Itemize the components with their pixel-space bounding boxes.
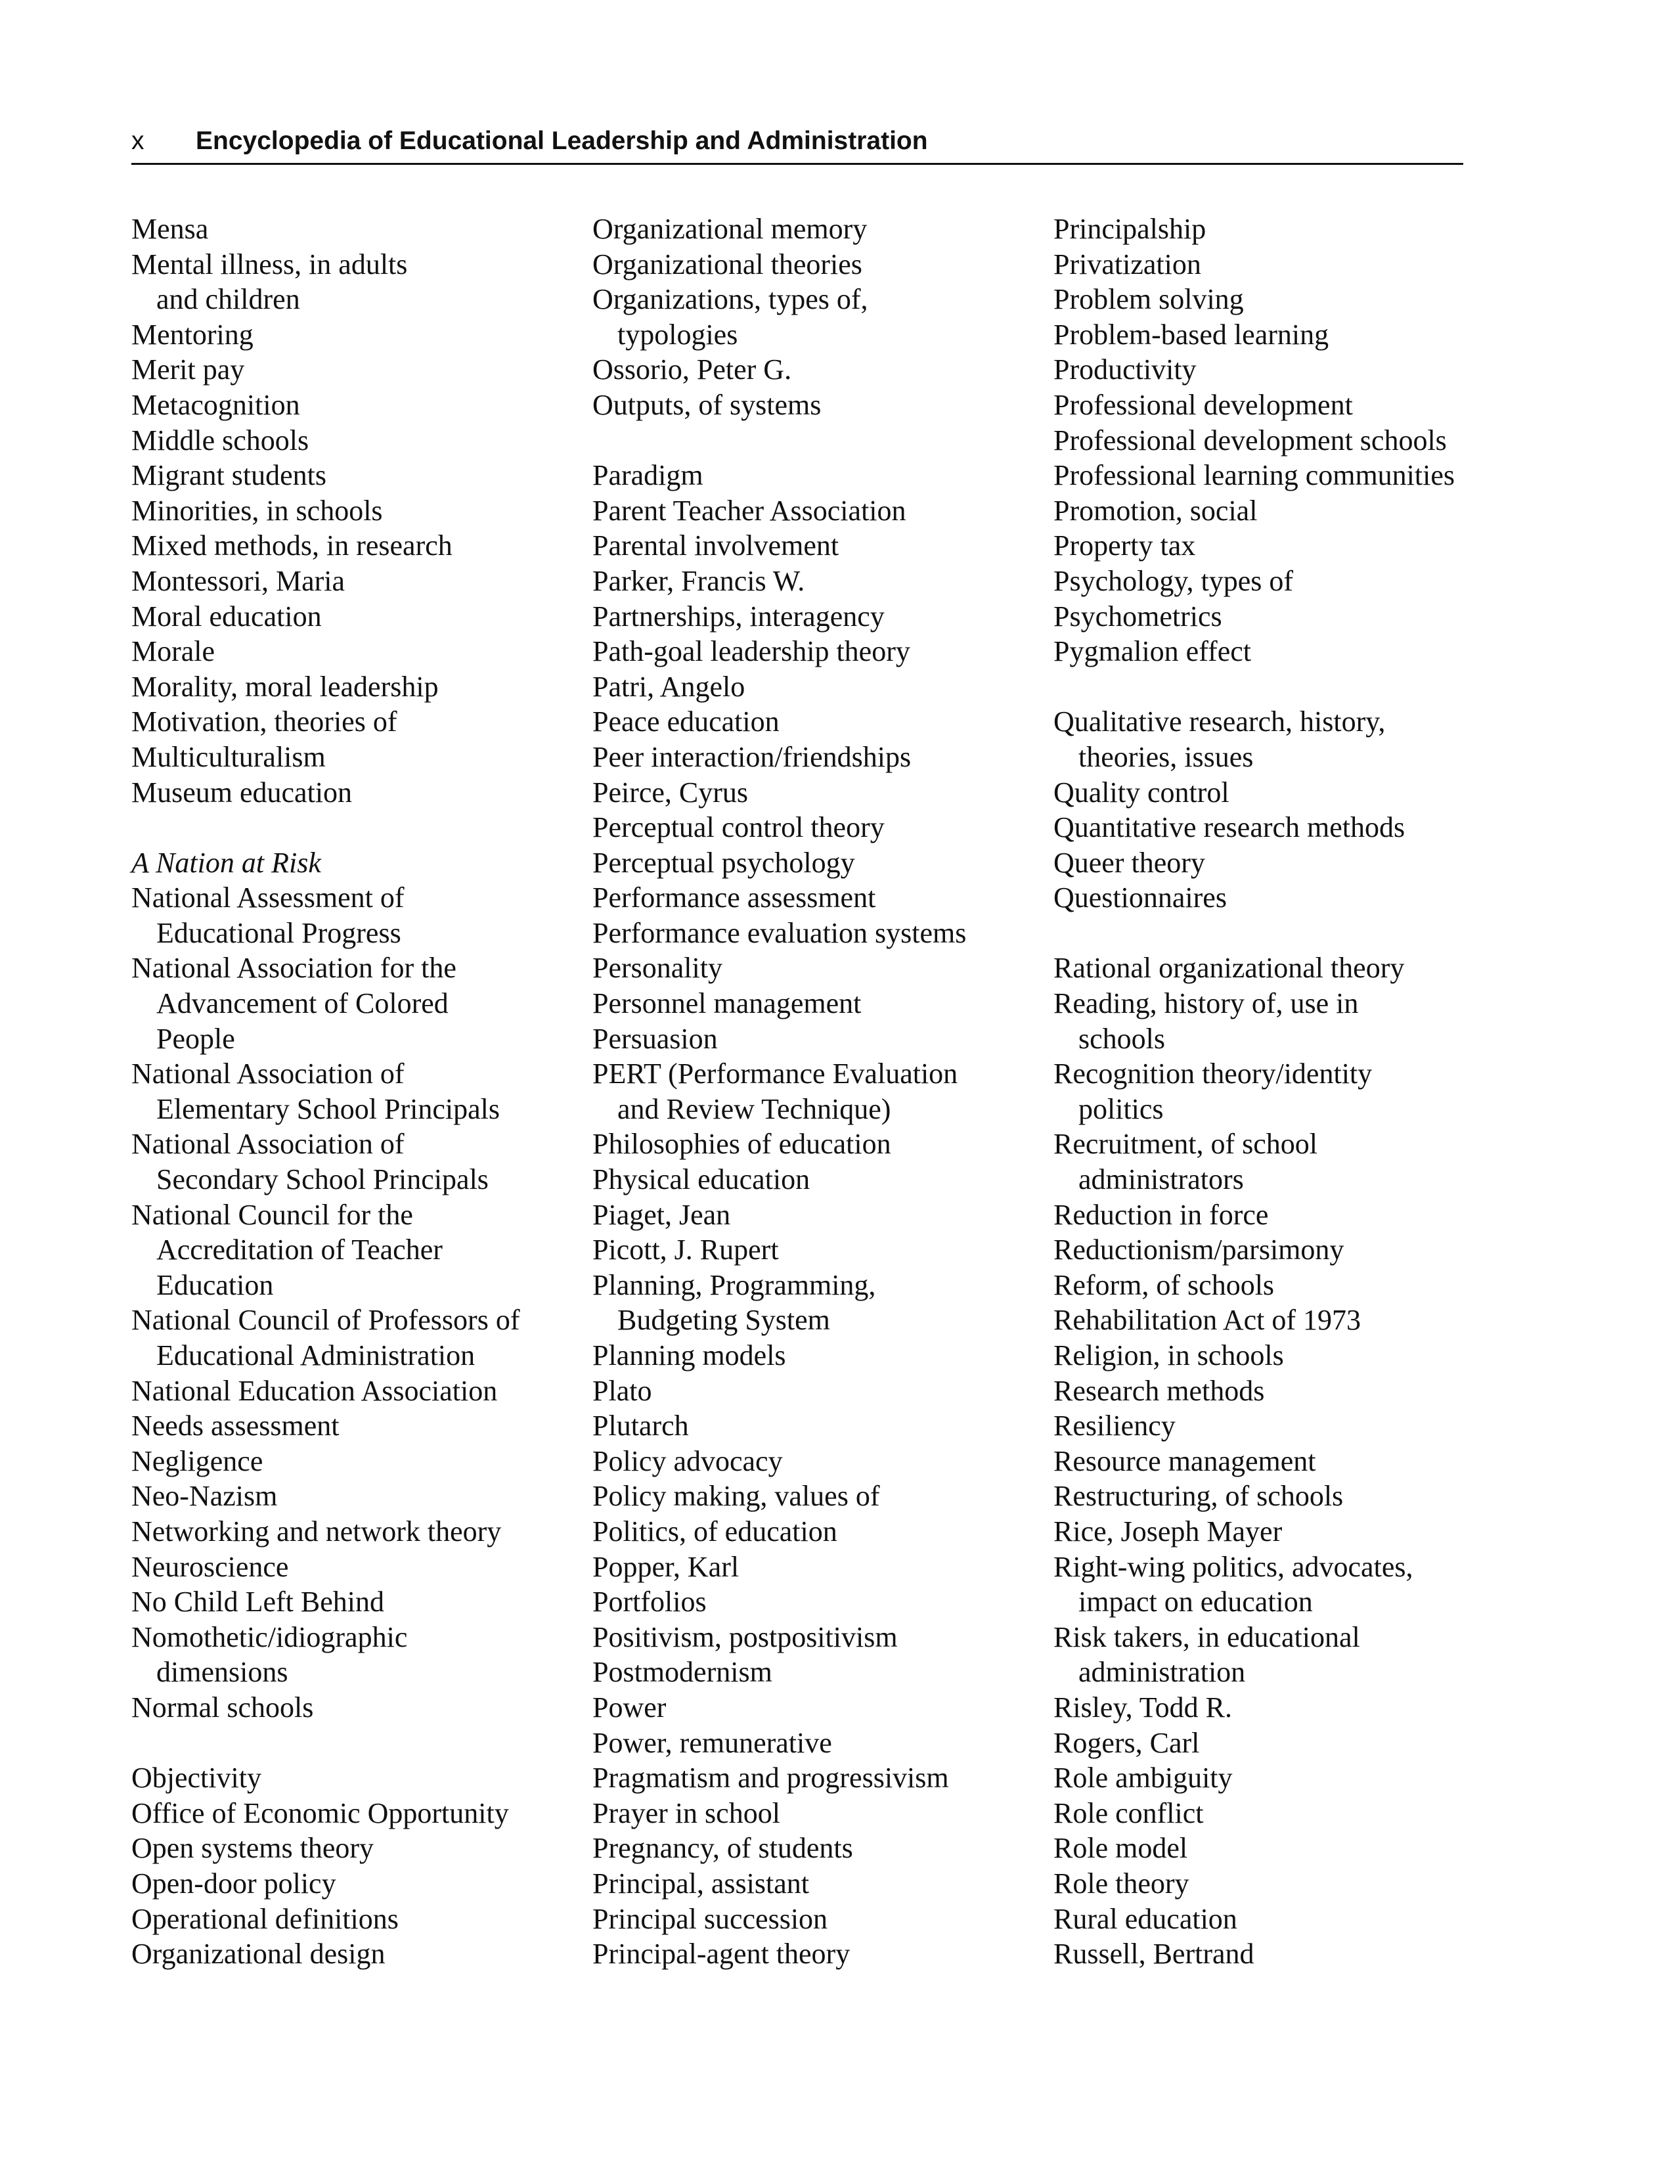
contents-entry: Organizations, types of, typologies (592, 283, 868, 351)
contents-entry: Open systems theory (131, 1832, 374, 1865)
contents-entry: Reduction in force (1053, 1198, 1269, 1231)
contents-entry: Ossorio, Peter G. (592, 353, 792, 386)
contents-entry: Networking and network theory (131, 1515, 502, 1548)
contents-entry: Prayer in school (592, 1796, 780, 1829)
contents-entry: Office of Economic Opportunity (131, 1796, 509, 1829)
contents-entry: Productivity (1053, 353, 1197, 386)
contents-entry: Popper, Karl (592, 1550, 740, 1583)
contents-entry: Right-wing politics, advocates, impact on education (1053, 1550, 1413, 1618)
contents-entry: Pragmatism and progressivism (592, 1762, 949, 1794)
contents-entry: Policy making, values of (592, 1480, 880, 1513)
contents-entry: Promotion, social (1053, 494, 1258, 527)
contents-entry: Role conflict (1053, 1796, 1204, 1829)
contents-entry: Power, remunerative (592, 1726, 832, 1759)
contents-entry: Rural education (1053, 1902, 1237, 1935)
contents-entry: Reductionism/parsimony (1053, 1234, 1344, 1266)
contents-entry: Minorities, in schools (131, 494, 383, 527)
contents-entry: Patri, Angelo (592, 670, 745, 703)
contents-entry: Rational organizational theory (1053, 952, 1405, 985)
contents-entry: PERT (Performance Evaluation and Review Technique) (592, 1058, 958, 1125)
contents-entry: A Nation at Risk (131, 846, 321, 879)
page-header (131, 125, 1463, 165)
contents-entry: Resource management (1053, 1444, 1316, 1477)
contents-entry: Role model (1053, 1832, 1188, 1865)
contents-entry: National Association for the Advancement of Colored People (131, 952, 456, 1055)
contents-entry: Plutarch (592, 1410, 689, 1442)
contents-entry: Outputs, of systems (592, 388, 822, 421)
contents-entry: Needs assessment (131, 1410, 340, 1442)
contents-entry: Middle schools (131, 424, 309, 457)
contents-entry: Professional development schools (1053, 424, 1447, 457)
contents-entry: Organizational theories (592, 248, 862, 280)
contents-entry: Risk takers, in educational administration (1053, 1620, 1360, 1689)
contents-entry: Postmodernism (592, 1656, 772, 1689)
contents-entry: Migrant students (131, 459, 326, 492)
contents-entry: Quantitative research methods (1053, 811, 1405, 844)
contents-entry: Paradigm (592, 459, 703, 492)
contents-entry: Motivation, theories of (131, 705, 397, 738)
contents-entry: Rice, Joseph Mayer (1053, 1515, 1283, 1548)
contents-entry: Pygmalion effect (1053, 635, 1251, 668)
contents-entry: Metacognition (131, 388, 300, 421)
contents-entry: Morale (131, 635, 215, 668)
contents-entry: Montessori, Maria (131, 564, 345, 597)
contents-entry: Recruitment, of school administrators (1053, 1128, 1318, 1196)
contents-entry: Operational definitions (131, 1902, 399, 1935)
contents-entry: National Association of Secondary School Principals (131, 1128, 489, 1196)
contents-entry: Risley, Todd R. (1053, 1691, 1232, 1724)
contents-entry: Perceptual psychology (592, 846, 855, 879)
contents-entry: Principal succession (592, 1902, 828, 1935)
contents-entry: Mental illness, in adults and children (131, 248, 408, 316)
contents-entry: Persuasion (592, 1022, 718, 1055)
page-number: x (131, 127, 144, 155)
contents-entry: Religion, in schools (1053, 1339, 1284, 1371)
contents-entry: Portfolios (592, 1586, 707, 1618)
contents-entry: Positivism, postpositivism (592, 1620, 898, 1653)
contents-entry: Picott, J. Rupert (592, 1234, 779, 1266)
contents-entry: Multiculturalism (131, 740, 326, 773)
contents-entry: National Council for the Accreditation of Teacher Education (131, 1198, 443, 1301)
contents-entry: Mentoring (131, 318, 254, 351)
contents-entry: Peace education (592, 705, 780, 738)
contents-entry: Russell, Bertrand (1053, 1938, 1254, 1971)
contents-entry: Problem solving (1053, 283, 1244, 316)
contents-entry: National Association of Elementary School Principals (131, 1058, 500, 1125)
contents-column-3 (1053, 212, 1513, 1972)
contents-entry: National Education Association (131, 1374, 498, 1407)
contents-entry: Queer theory (1053, 846, 1205, 879)
contents-entry: Personnel management (592, 987, 862, 1020)
contents-entry: Professional development (1053, 388, 1353, 421)
contents-entry: Piaget, Jean (592, 1198, 731, 1231)
contents-entry: Qualitative research, history, theories, issues (1053, 705, 1386, 773)
contents-entry: Mensa (131, 213, 209, 245)
contents-entry: Principalship (1053, 213, 1206, 245)
contents-entry: Organizational design (131, 1938, 386, 1971)
contents-entry: Quality control (1053, 776, 1229, 809)
contents-entry: Parker, Francis W. (592, 564, 805, 597)
contents-entry: Privatization (1053, 248, 1201, 280)
contents-entry: Rehabilitation Act of 1973 (1053, 1304, 1361, 1337)
contents-entry: National Council of Professors of Educational Administration (131, 1304, 520, 1371)
contents-entry: Path-goal leadership theory (592, 635, 910, 668)
contents-entry: Planning models (592, 1339, 786, 1371)
contents-entry: Reform, of schools (1053, 1268, 1275, 1301)
contents-entry: Normal schools (131, 1691, 314, 1724)
contents-column-1 (131, 212, 591, 1972)
contents-entry: Performance evaluation systems (592, 916, 967, 949)
contents-entry: Problem-based learning (1053, 318, 1329, 351)
contents-entry: Peer interaction/friendships (592, 740, 912, 773)
contents-entry: Politics, of education (592, 1515, 837, 1548)
contents-entry: Professional learning communities (1053, 459, 1455, 492)
contents-entry: Recognition theory/identity politics (1053, 1058, 1373, 1125)
contents-entry: Rogers, Carl (1053, 1726, 1200, 1759)
contents-entry: Nomothetic/idiographic dimensions (131, 1620, 408, 1689)
contents-entry: Plato (592, 1374, 652, 1407)
contents-entry: Principal, assistant (592, 1867, 809, 1900)
contents-entry: Personality (592, 952, 722, 985)
contents-entry: Physical education (592, 1163, 810, 1196)
contents-entry: Open-door policy (131, 1867, 336, 1900)
contents-entry: Planning, Programming, Budgeting System (592, 1268, 876, 1337)
contents-entry: Parent Teacher Association (592, 494, 906, 527)
contents-entry: Restructuring, of schools (1053, 1480, 1344, 1513)
contents-entry: Performance assessment (592, 881, 876, 914)
contents-entry: Role ambiguity (1053, 1762, 1233, 1794)
contents-entry: Museum education (131, 776, 353, 809)
contents-entry: Pregnancy, of students (592, 1832, 853, 1865)
contents-entry: Psychology, types of (1053, 564, 1294, 597)
contents-entry: Objectivity (131, 1762, 261, 1794)
contents-entry: Principal-agent theory (592, 1938, 851, 1971)
contents-entry: Merit pay (131, 353, 245, 386)
contents-entry: Parental involvement (592, 529, 839, 562)
contents-entry: Moral education (131, 600, 322, 633)
contents-entry: Neo-Nazism (131, 1480, 278, 1513)
contents-entry: Neuroscience (131, 1550, 289, 1583)
contents-entry: National Assessment of Educational Progress (131, 881, 405, 949)
contents-entry: Power (592, 1691, 667, 1724)
contents-entry: Research methods (1053, 1374, 1265, 1407)
contents-entry: Mixed methods, in research (131, 529, 453, 562)
contents-entry: Organizational memory (592, 213, 868, 245)
contents-entry: Questionnaires (1053, 881, 1227, 914)
contents-entry: Role theory (1053, 1867, 1189, 1900)
contents-entry: Property tax (1053, 529, 1196, 562)
contents-entry: Philosophies of education (592, 1128, 891, 1161)
contents-entry: Morality, moral leadership (131, 670, 439, 703)
contents-entry: Psychometrics (1053, 600, 1222, 633)
contents-entry: Policy advocacy (592, 1444, 783, 1477)
book-title: Encyclopedia of Educational Leadership and Administration (196, 127, 928, 155)
contents-entry: Resiliency (1053, 1410, 1176, 1442)
contents-column-2 (592, 212, 1052, 1972)
contents-entry: Negligence (131, 1444, 263, 1477)
contents-entry: Peirce, Cyrus (592, 776, 749, 809)
contents-entry: Perceptual control theory (592, 811, 885, 844)
contents-entry: No Child Left Behind (131, 1586, 384, 1618)
contents-entry: Partnerships, interagency (592, 600, 885, 633)
contents-entry: Reading, history of, use in schools (1053, 987, 1359, 1055)
